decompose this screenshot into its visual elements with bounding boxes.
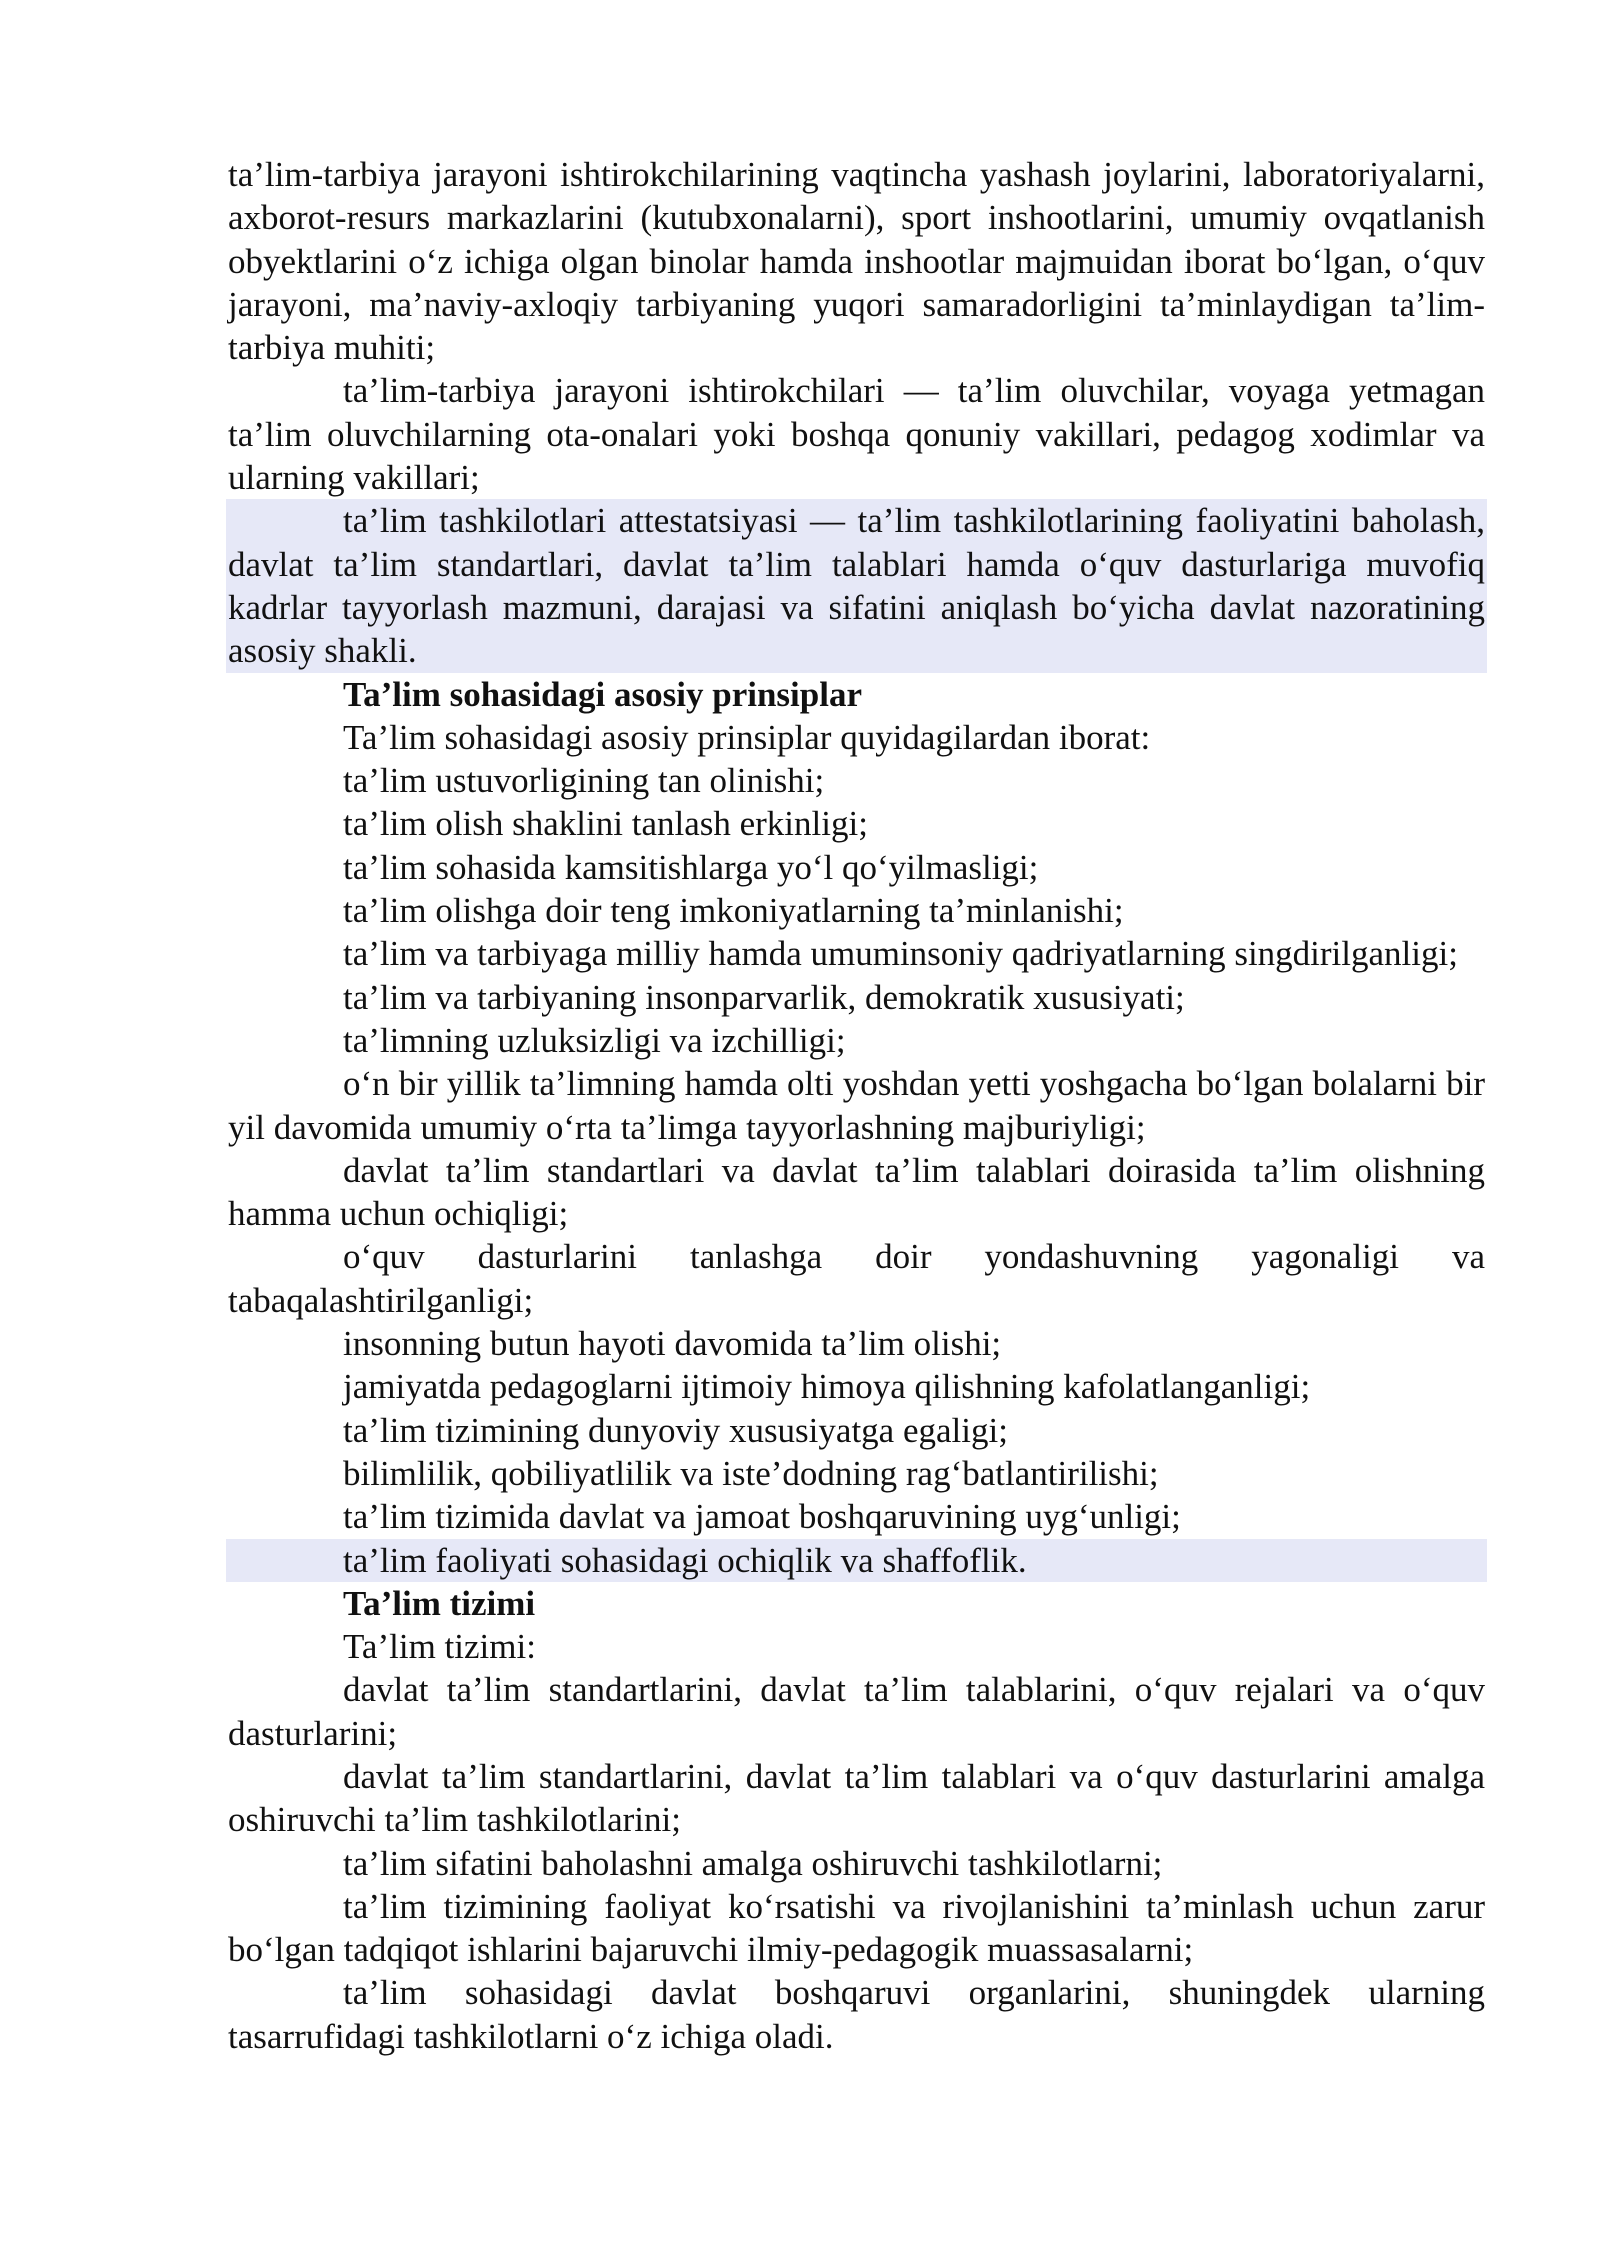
paragraph-system-intro: Ta’lim tizimi: (343, 1627, 536, 1667)
list-item-principle: ta’lim va tarbiyaning insonparvarlik, demokratik xususiyati; (343, 977, 1185, 1017)
list-item-principle: ta’lim olishga doir teng imkoniyatlarning ta’minlanishi; (343, 891, 1124, 931)
list-item-principle: o‘n bir yillik ta’limning hamda olti yoshdan yetti yoshgacha bo‘lgan bolalarni bir yil davomida umumiy o‘rta ta’limga tayyorlashning majburiyligi; (228, 1064, 1485, 1147)
list-item-principle: ta’lim ustuvorligining tan olinishi; (343, 761, 825, 801)
list-item-system-component: ta’lim sohasidagi davlat boshqaruvi organlarini, shuningdek ularning tasarrufidagi tashkilotlarni o‘z ichiga oladi. (228, 1973, 1485, 2056)
list-item-principle: ta’lim tizimining dunyoviy xususiyatga egaligi; (343, 1410, 1008, 1450)
list-item-principle: bilimlilik, qobiliyatlilik va iste’dodning rag‘batlantirilishi; (343, 1453, 1159, 1493)
list-item-principle: o‘quv dasturlarini tanlashga doir yondashuvning yagonaligi va tabaqalashtirilganligi; (228, 1237, 1485, 1320)
section-heading-education-system: Ta’lim tizimi (343, 1583, 536, 1623)
list-item-principle: ta’limning uzluksizligi va izchilligi; (343, 1020, 846, 1060)
list-item-system-component: ta’lim tizimining faoliyat ko‘rsatishi va rivojlanishini ta’minlash uchun zarur bo‘lgan tadqiqot ishlarini bajaruvchi ilmiy-pedagogik muassasalarni; (228, 1886, 1485, 1970)
paragraph-principles-intro: Ta’lim sohasidagi asosiy prinsiplar quyidagilardan iborat: (343, 717, 1151, 757)
list-item-principle: ta’lim va tarbiyaga milliy hamda umuminsoniy qadriyatlarning singdirilganligi; (343, 934, 1458, 974)
list-item-principle: ta’lim tizimida davlat va jamoat boshqaruvining uyg‘unligi; (343, 1497, 1181, 1537)
section-heading-principles: Ta’lim sohasidagi asosiy prinsiplar (343, 674, 862, 714)
document-body (228, 153, 1485, 2058)
paragraph-attestation-highlighted: ta’lim tashkilotlari attestatsiyasi — ta’lim tashkilotlarining faoliyatini baholash, davlat ta’lim standartlari, davlat ta’lim talablari hamda o‘quv dasturlariga muvofiq kadrlar tayyorlash mazmuni, darajasi va sifatini aniqlash bo‘yicha davlat nazoratining asosiy shakli. (226, 499, 1487, 672)
list-item-principle: ta’lim olish shaklini tanlash erkinligi; (343, 804, 868, 844)
paragraph-learning-environment: ta’lim-tarbiya jarayoni ishtirokchilarining vaqtincha yashash joylarini, laboratoriyalarni, axborot-resurs markazlarini (kutubxonalarni), sport inshootlarini, umumiy ovqatlanish obyektlarini o‘z ichiga olgan binolar hamda inshootlar majmuidan iborat bo‘lgan, o‘quv jarayoni, ma’naviy-axloqiy tarbiyaning yuqori samaradorligini ta’minlaydigan ta’lim-tarbiya muhiti; (228, 155, 1485, 368)
list-item-principle: davlat ta’lim standartlari va davlat ta’lim talablari doirasida ta’lim olishning hamma uchun ochiqligi; (228, 1150, 1485, 1234)
list-item-system-component: davlat ta’lim standartlarini, davlat ta’lim talablarini, o‘quv rejalari va o‘quv dasturlarini; (228, 1670, 1485, 1753)
list-item-principle-highlighted: ta’lim faoliyati sohasidagi ochiqlik va shaffoflik. (226, 1539, 1487, 1582)
list-item-principle: jamiyatda pedagoglarni ijtimoiy himoya qilishning kafolatlanganligi; (343, 1367, 1311, 1407)
list-item-principle: insonning butun hayoti davomida ta’lim olishi; (343, 1324, 1002, 1364)
paragraph-process-participants: ta’lim-tarbiya jarayoni ishtirokchilari — ta’lim oluvchilar, voyaga yetmagan ta’lim oluvchilarning ota-onalari yoki boshqa qonuniy vakillari, pedagog xodimlar va ularning vakillari; (228, 371, 1485, 498)
list-item-principle: ta’lim sohasida kamsitishlarga yo‘l qo‘yilmasligi; (343, 847, 1039, 887)
list-item-system-component: ta’lim sifatini baholashni amalga oshiruvchi tashkilotlarni; (343, 1843, 1163, 1883)
list-item-system-component: davlat ta’lim standartlarini, davlat ta’lim talablari va o‘quv dasturlarini amalga oshiruvchi ta’lim tashkilotlarini; (228, 1756, 1485, 1840)
